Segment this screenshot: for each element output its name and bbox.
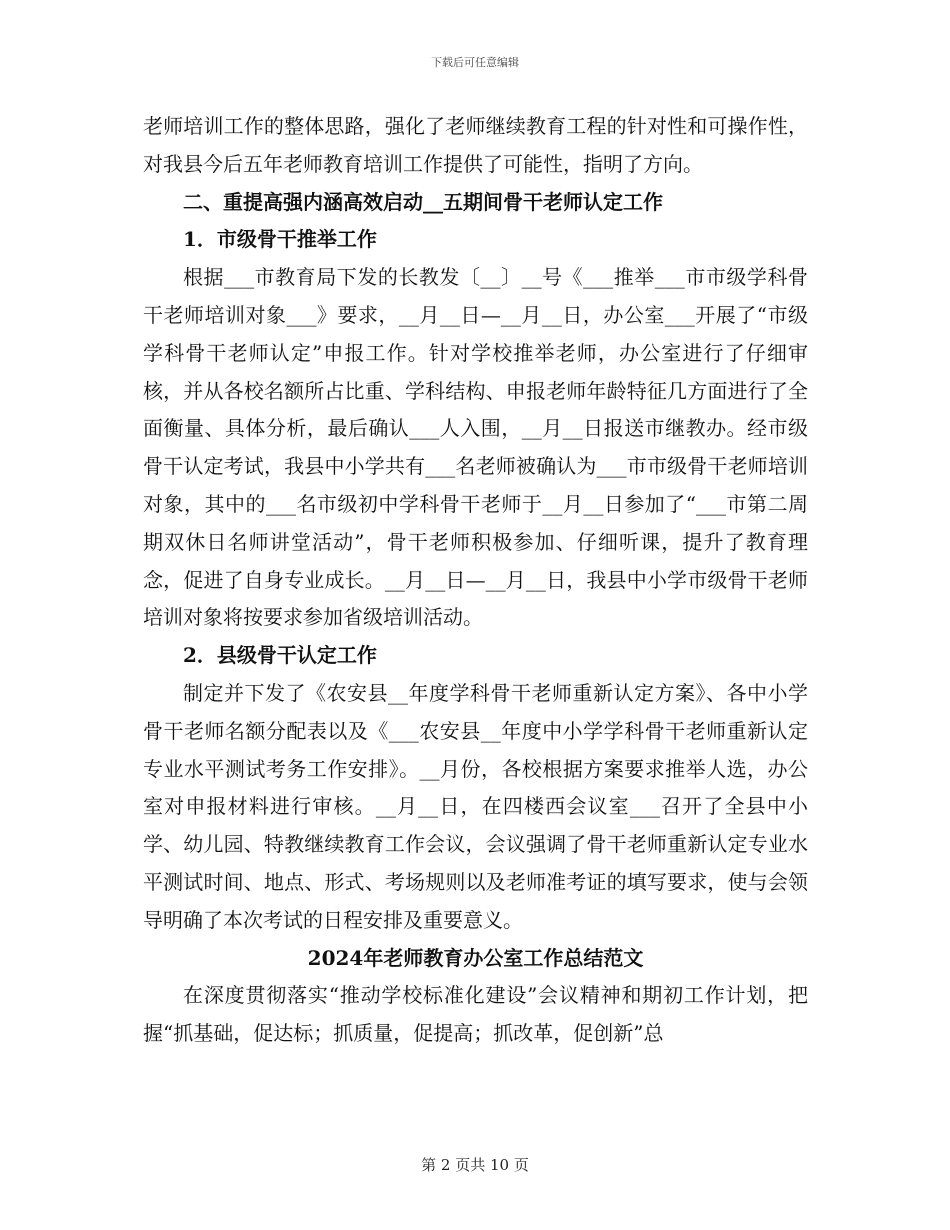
page-header: 下载后可任意编辑 (431, 56, 519, 69)
paragraph: 在深度贯彻落实“推动学校标准化建设”会议精神和期初工作计划，把握“抓基础，促达标；抓质量，促提高；抓改革，促创新”总 (143, 983, 808, 1046)
page-footer: 第 2 页共 10 页 (421, 1156, 529, 1174)
paragraph: 根据___市教育局下发的长教发〔__〕__号《___推举___市市级学科骨干老师培训对象___》要求，__月__日—__月__日，办公室___开展了“市级学科骨干老师认定”申报工作。针对学校推举老师，办公室进行了仔细审核，并从各校名额所占比重、学科结构、申报老师年龄特征几方面进行了全面衡量、具体分析，最后确认___人入围，__月__日报送市继教办。经市级骨干认定考试，我县中小学共有___名老师被确认为___市市级骨干老师培训对象，其中的___名市级初中学科骨干老师于__月__日参加了“___市第二周期双休日名师讲堂活动”，骨干老师积极参加、仔细听课，提升了教育理念，促进了自身专业成长。__月__日—__月__日，我县中小学市级骨干老师培训对象将按要求参加省级培训活动。 (143, 265, 808, 630)
subsection-heading: 2．县级骨干认定工作 (183, 643, 377, 668)
section-heading: 二、重提高强内涵高效启动__五期间骨干老师认定工作 (183, 189, 663, 214)
paragraph: 制定并下发了《农安县__年度学科骨干老师重新认定方案》、各中小学骨干老师名额分配表以及《___农安县__年度中小学学科骨干老师重新认定专业水平测试考务工作安排》。__月份，各校根据方案要求推举人选，办公室对申报材料进行审核。__月__日，在四楼西会议室___召开了全县中小学、幼儿园、特教继续教育工作会议，会议强调了骨干老师重新认定专业水平测试时间、地点、形式、考场规则以及老师准考证的填写要求，使与会领导明确了本次考试的日程安排及重要意义。 (143, 680, 808, 932)
paragraph: 老师培训工作的整体思路，强化了老师继续教育工程的针对性和可操作性，对我县今后五年老师教育培训工作提供了可能性，指明了方向。 (143, 114, 808, 176)
document-body (143, 108, 808, 1053)
subsection-heading: 1．市级骨干推举工作 (183, 227, 377, 252)
document-title: 2024年老师教育办公室工作总结范文 (307, 945, 644, 970)
